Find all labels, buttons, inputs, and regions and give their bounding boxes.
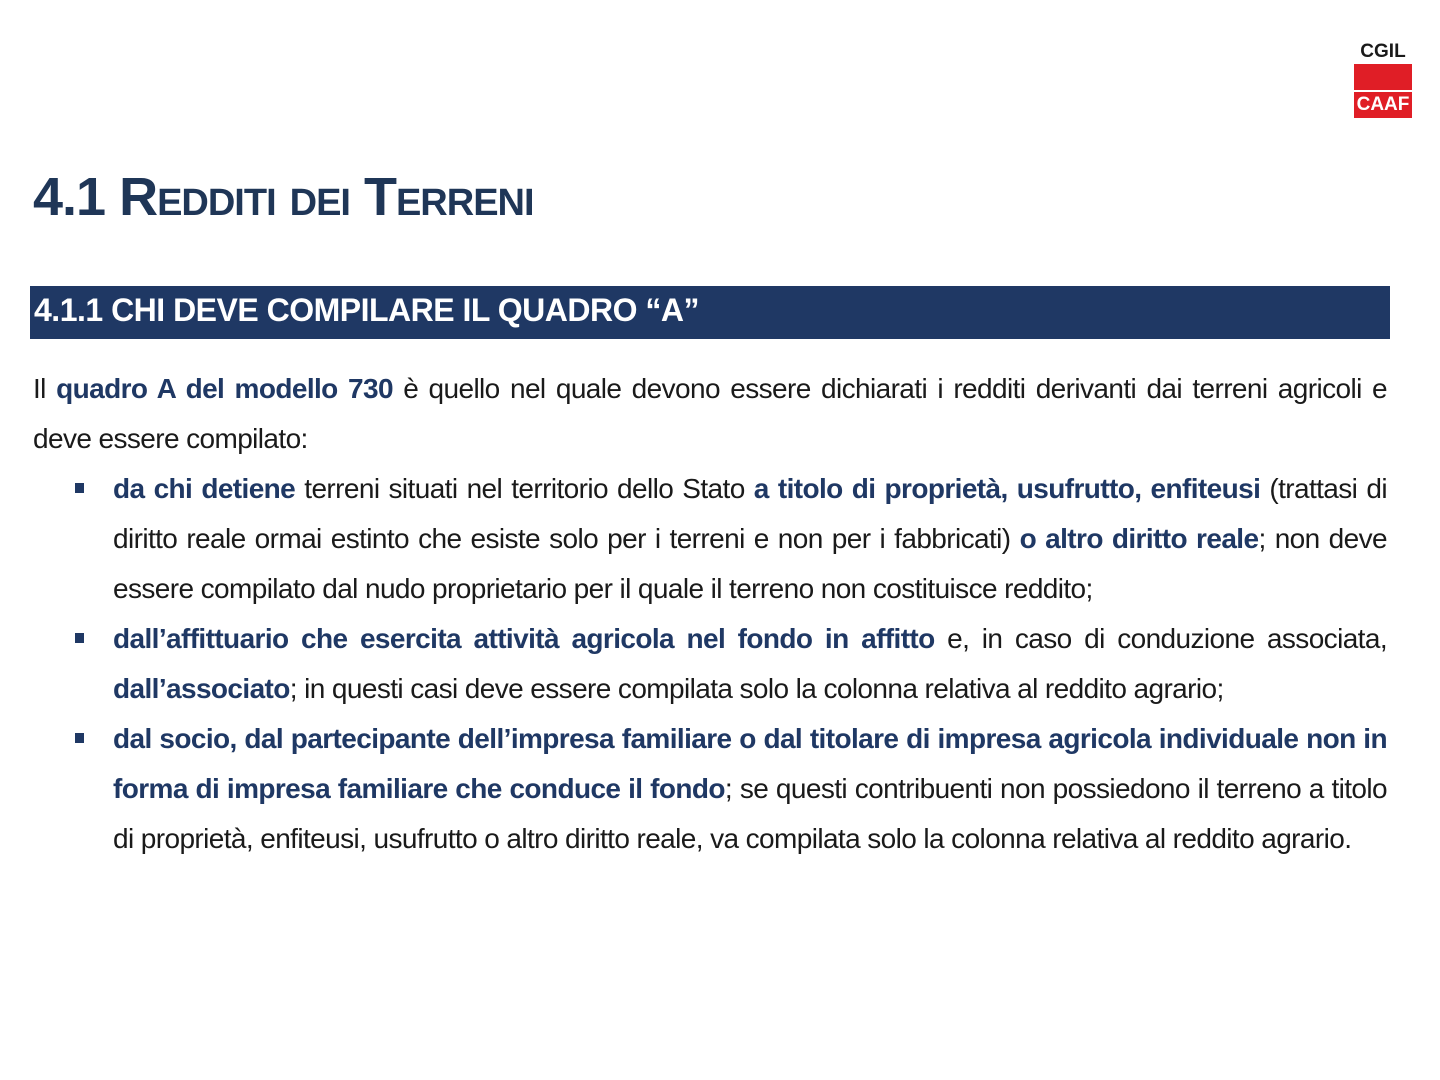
- bullet-1-bold-3: o altro diritto reale: [1019, 523, 1259, 554]
- bullet-1-text-3: ; non deve essere compilato dal nudo proprietario per il quale il terreno non costituisce reddito;: [113, 523, 1387, 604]
- page-title: 4.1 Redditi dei Terreni: [33, 167, 534, 227]
- bullet-1-bold-1: da chi detiene: [113, 473, 296, 504]
- bullet-2-bold-2: dall’associato: [113, 673, 290, 704]
- bullet-2-bold-1: dall’affittuario che esercita attività agricola nel fondo in affitto: [113, 623, 935, 654]
- bullet-2-text-1: e, in caso di conduzione associata,: [934, 623, 1388, 654]
- logo-cgil-text: CGIL: [1360, 41, 1406, 62]
- intro-rest: è quello nel quale devono essere dichiarati i redditi derivanti dai terreni agricoli e deve essere compilato:: [33, 373, 1387, 454]
- bullet-square-icon: [75, 483, 84, 493]
- section-heading: 4.1.1 CHI DEVE COMPILARE IL QUADRO “A”: [34, 292, 699, 328]
- cgil-caaf-logo: [1354, 40, 1412, 118]
- bullet-list: [33, 464, 1387, 864]
- bullet-square-icon: [75, 733, 84, 743]
- logo-red-block: [1354, 64, 1412, 118]
- logo-caaf-text: CAAF: [1354, 90, 1412, 118]
- bullet-1-text-2: (trattasi di diritto reale ormai estinto che esiste solo per i terreni e non per i fabbricati): [113, 473, 1387, 554]
- bullet-3-text-1: ; se questi contribuenti non possiedono il terreno a titolo di proprietà, enfiteusi, usufrutto o altro diritto reale, va compilata solo la colonna relativa al reddito agrario.: [113, 773, 1387, 854]
- bullet-1-bold-2: a titolo di proprietà, usufrutto, enfiteusi: [753, 473, 1261, 504]
- section-heading-bar: [30, 286, 1390, 339]
- body-content: [33, 364, 1387, 864]
- bullet-square-icon: [75, 633, 84, 643]
- intro-paragraph: [33, 364, 1387, 464]
- logo-red-band: [1354, 64, 1412, 90]
- intro-bold: quadro A del modello 730: [56, 373, 393, 404]
- list-item: [33, 464, 1387, 614]
- list-item: [33, 614, 1387, 714]
- bullet-1-text-1: terreni situati nel territorio dello Stato: [295, 473, 754, 504]
- bullet-3-bold-1: dal socio, dal partecipante dell’impresa familiare o dal titolare di impresa agricola individuale non in forma di impresa familiare che conduce il fondo: [113, 723, 1387, 804]
- bullet-2-text-2: ; in questi casi deve essere compilata solo la colonna relativa al reddito agrario;: [289, 673, 1224, 704]
- list-item: [33, 714, 1387, 864]
- intro-prefix: Il: [33, 373, 57, 404]
